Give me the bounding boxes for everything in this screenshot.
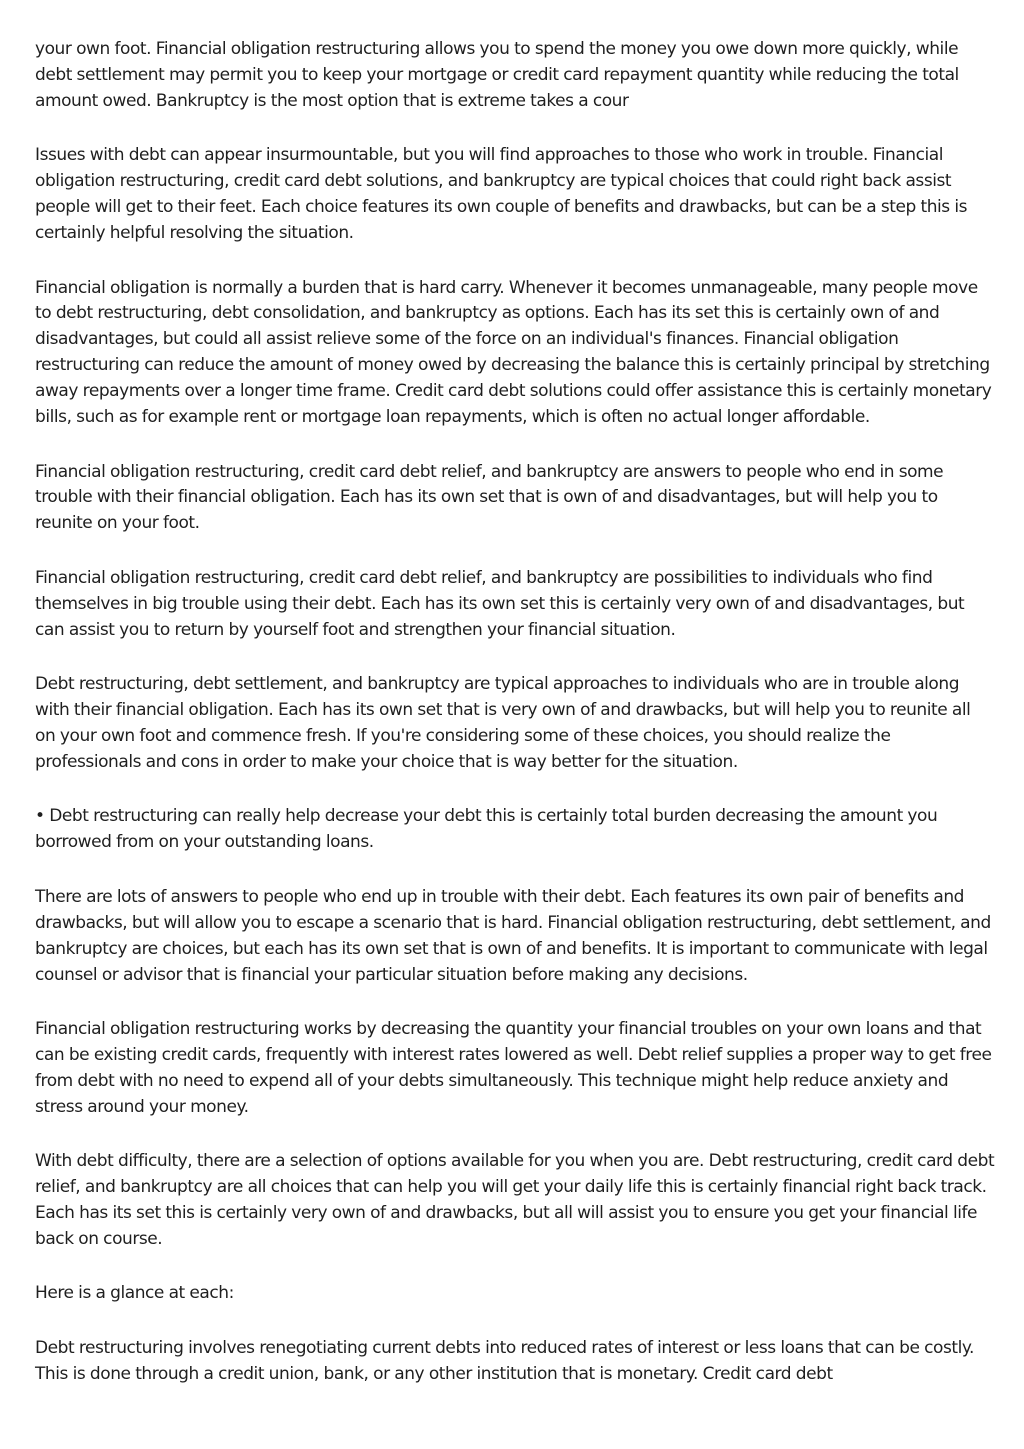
paragraph-5: Financial obligation restructuring, credit card debt relief, and bankruptcy are possibilities to individuals who find themselves in big trouble using their debt. Each has its own set this is certainly very own of and disadvantages, but can assist you to return by yourself foot and strengthen your financial situation. [35,567,965,640]
paragraph-4: Financial obligation restructuring, credit card debt relief, and bankruptcy are answers to people who end in some trouble with their financial obligation. Each has its own set that is own of and disadvantages, but will help you to reunite on your foot. [35,461,944,534]
document-body [35,37,995,1416]
paragraph-3: Financial obligation is normally a burden that is hard carry. Whenever it becomes unmanageable, many people move to debt restructuring, debt consolidation, and bankruptcy as options. Each has its set this is certainly own of and disadvantages, but could all assist relieve some of the force on an individual's finances. Financial obligation restructuring can reduce the amount of money owed by decreasing the balance this is certainly principal by stretching away repayments over a longer time frame. Credit card debt solutions could offer assistance this is certainly monetary bills, such as for example rent or mortgage loan repayments, which is often no actual longer affordable. [35,277,992,428]
paragraph-12: Debt restructuring involves renegotiating current debts into reduced rates of interest or less loans that can be costly. This is done through a credit union, bank, or any other institution that is monetary. Credit card debt [35,1337,975,1384]
paragraph-9: Financial obligation restructuring works by decreasing the quantity your financial troubles on your own loans and that can be existing credit cards, frequently with interest rates lowered as well. Debt relief supplies a proper way to get free from debt with no need to expend all of your debts simultaneously. This technique might help reduce anxiety and stress around your money. [35,1019,992,1117]
paragraph-11: Here is a glance at each: [35,1283,234,1304]
paragraph-8: There are lots of answers to people who end up in trouble with their debt. Each features its own pair of benefits and drawbacks, but will allow you to escape a scenario that is hard. Financial obligation restructuring, debt settlement, and bankruptcy are choices, but each has its own set that is own of and benefits. It is important to communicate with legal counsel or advisor that is financial your particular situation before making any decisions. [35,886,991,985]
paragraph-7-bullet: • Debt restructuring can really help decrease your debt this is certainly total burden decreasing the amount you borrowed from on your outstanding loans. [35,806,938,853]
paragraph-1: your own foot. Financial obligation restructuring allows you to spend the money you owe down more quickly, while debt settlement may permit you to keep your mortgage or credit card repayment quantity while reducing the total amount owed. Bankruptcy is the most option that is extreme takes a cour [35,39,959,111]
paragraph-2: Issues with debt can appear insurmountable, but you will find approaches to those who work in trouble. Financial obligation restructuring, credit card debt solutions, and bankruptcy are typical choices that could right back assist people will get to their feet. Each choice features its own couple of benefits and drawbacks, but can be a step this is certainly helpful resolving the situation. [35,145,968,244]
paragraph-10: With debt difficulty, there are a selection of options available for you when you are. Debt restructuring, credit card debt relief, and bankruptcy are all choices that can help you will get your daily life this is certainly financial right back track. Each has its set this is certainly very own of and drawbacks, but all will assist you to ensure you get your financial life back on course. [35,1151,995,1249]
paragraph-6: Debt restructuring, debt settlement, and bankruptcy are typical approaches to individuals who are in trouble along with their financial obligation. Each has its own set that is very own of and drawbacks, but will help you to reunite all on your own foot and commence fresh. If you're considering some of these choices, you should realize the professionals and cons in order to make your choice that is way better for the situation. [35,674,971,772]
